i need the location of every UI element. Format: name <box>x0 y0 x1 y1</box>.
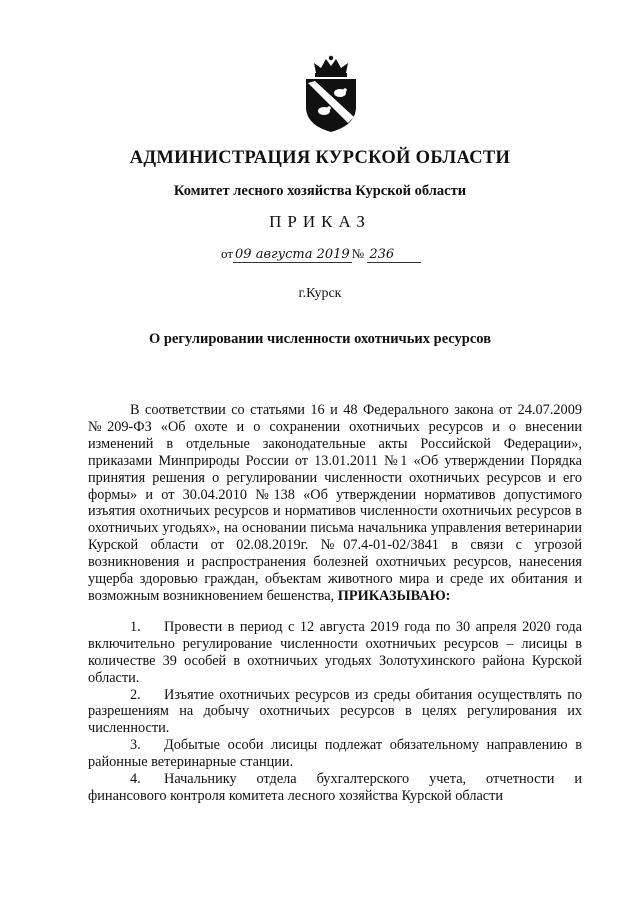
preamble-paragraph <box>88 402 582 605</box>
list-item <box>88 771 582 805</box>
city: г.Курск <box>298 286 342 301</box>
order-subject: О регулировании численности охотничьих ресурсов <box>148 331 492 347</box>
item-number: 4. <box>130 771 141 788</box>
kursk-coat-of-arms-icon <box>300 55 362 133</box>
item-number: 2. <box>130 686 141 703</box>
item-number: 3. <box>130 737 141 754</box>
item-text: Изъятие охотничьих ресурсов из среды обитания осуществлять по разрешениям на добычу охотничьих ресурсов в целях регулирования их численности. <box>88 686 582 737</box>
date-prefix: от <box>221 246 234 261</box>
handwritten-number: 236 <box>367 247 421 263</box>
committee-name: Комитет лесного хозяйства Курской области <box>173 183 467 199</box>
item-number: 1. <box>130 618 141 635</box>
list-item <box>88 737 582 771</box>
order-word: ПРИКАЗЫВАЮ: <box>337 587 451 604</box>
number-prefix: № <box>351 246 365 261</box>
document-body <box>88 402 582 805</box>
list-item <box>88 619 582 687</box>
date-number-line <box>221 246 421 263</box>
item-text: Провести в период с 12 августа 2019 года по 30 апреля 2020 года включительно регулирование численности охотничьих ресурсов – лисицы в количестве 39 особей в охотничьих угодьях Золотухинского района Курской области. <box>88 618 582 686</box>
handwritten-date: 09 августа 2019 <box>235 247 350 262</box>
item-text: Начальнику отдела бухгалтерского учета, отчетности и финансового контроля комитета лесного хозяйства Курской области <box>88 771 582 804</box>
item-text: Добытые особи лисицы подлежат обязательному направлению в районные ветеринарные станции. <box>88 737 582 771</box>
document-type: ПРИКАЗ <box>269 212 371 231</box>
preamble-text: В соответствии со статьями 16 и 48 Федерального закона от 24.07.2009 №209-ФЗ «Об охоте и о сохранении охотничьих ресурсов и о внесении изменений в отдельные законодательные акты Российской Федерации», приказами Минприроды России от 13.01.2011 №1 «Об утверждении Порядка принятия решения о регулировании численности охотничьих ресурсов и его формы» и от 30.04.2010 №138 «Об утверждении нормативов допустимого изъятия охотничьих ресурсов и нормативов численности охотничьих ресурсов в охотничьих угодьях», на основании письма начальника управления ветеринарии Курской области от 02.08.2019г. №07.4-01-02/3841 в связи с угрозой возникновения и распространения болезней охотничьих ресурсов, нанесения ущерба здоровью граждан, объектам животного мира и среде их обитания и возможным возникновением бешенства, <box>88 402 582 604</box>
list-item <box>88 687 582 738</box>
agency-title: АДМИНИСТРАЦИЯ КУРСКОЙ ОБЛАСТИ <box>129 148 511 168</box>
